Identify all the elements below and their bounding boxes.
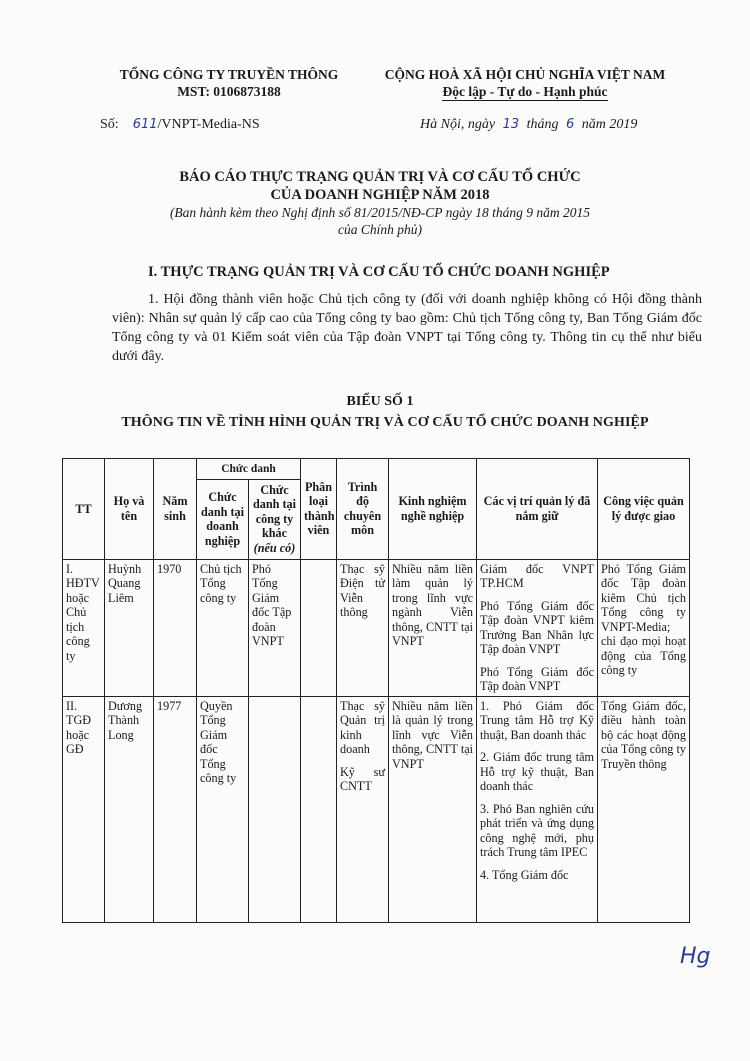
header-position-group-text: Chức danh (221, 463, 276, 475)
cell-pos-other (249, 696, 301, 922)
national-motto: Độc lập - Tự do - Hạnh phúc (442, 84, 608, 99)
cell-pos-company: Quyền Tổng Giám đốc Tổng công ty (197, 696, 249, 922)
section-paragraph (112, 290, 702, 366)
header-birth: Năm sinh (154, 459, 197, 560)
past-position-item: 3. Phó Ban nghiên cứu phát triển và ứng dụng công nghệ mới, phụ trách Trung tâm IPEC (480, 801, 594, 859)
table-row (63, 696, 690, 922)
header-name: Họ và tên (105, 459, 154, 560)
report-title-line1: BÁO CÁO THỰC TRẠNG QUẢN TRỊ VÀ CƠ CẤU TỔ CHỨC (179, 169, 581, 185)
document-number-label: Số: (100, 117, 119, 132)
header-classification: Phân loại thành viên (301, 459, 337, 560)
table-header-row (63, 459, 690, 480)
cell-experience: Nhiều năm liền là quản lý trong lĩnh vực Viễn thông, CNTT tại VNPT (389, 696, 477, 922)
company-name: TỔNG CÔNG TY TRUYỀN THÔNG (119, 67, 339, 82)
header-pos-other (249, 479, 301, 559)
cell-name: Dương Thành Long (105, 696, 154, 922)
cell-qualification (337, 559, 389, 696)
section-heading: I. THỰC TRẠNG QUẢN TRỊ VÀ CƠ CẤU TỔ CHỨC DOANH NGHIỆP (148, 264, 610, 280)
cell-assigned-work: Phó Tổng Giám đốc Tập đoàn kiêm Chủ tịch Tổng công ty VNPT-Media; chỉ đạo mọi hoạt động của Tổng công ty (598, 559, 690, 696)
report-subtitle-line1: (Ban hành kèm theo Nghị định số 81/2015/NĐ-CP ngày 18 tháng 9 năm 2015 (169, 205, 591, 220)
header-pos-company: Chức danh tại doanh nghiệp (197, 479, 249, 559)
past-position-item: 1. Phó Giám đốc Trung tâm Hỗ trợ Kỹ thuật, Ban doanh thác (480, 698, 594, 742)
place-date (420, 117, 637, 133)
qualification-item: Kỹ sư CNTT (340, 764, 385, 793)
cell-assigned-work: Tổng Giám đốc, điều hành toàn bộ các hoạt động của Tổng công ty Truyền thông (598, 696, 690, 922)
date-month-label: tháng (526, 117, 559, 132)
header-pos-other-text: Chức danh tại công ty khác (252, 482, 296, 541)
header-experience: Kinh nghiệm nghề nghiệp (389, 459, 477, 560)
cell-tt: II. TGĐ hoặc GĐ (63, 696, 105, 922)
table-title: THÔNG TIN VỀ TÌNH HÌNH QUẢN TRỊ VÀ CƠ CẤU TỔ CHỨC DOANH NGHIỆP (121, 415, 649, 430)
table-row (63, 559, 690, 696)
cell-classification (301, 696, 337, 922)
date-year: năm 2019 (581, 117, 638, 132)
place-date-prefix: Hà Nội, ngày (420, 117, 496, 132)
qualification-item: Thạc sỹ Quản trị kinh doanh (340, 698, 385, 756)
cell-pos-other: Phó Tổng Giám đốc Tập đoàn VNPT (249, 559, 301, 696)
cell-past-positions (477, 559, 598, 696)
cell-birth: 1970 (154, 559, 197, 696)
section-paragraph-text: 1. Hội đồng thành viên hoặc Chủ tịch công ty (đối với doanh nghiệp không có Hội đồng thành viên): Nhân sự quản lý cấp cao của Tổng công ty bao gồm: Chủ tịch Tổng công ty, Ban Tổng Giám đốc Tổng công ty và 01 Kiểm soát viên của Tập đoàn VNPT tại Tổng công ty. Thông tin cụ thể như biểu dưới đây. (112, 292, 702, 364)
report-title-line2: CỦA DOANH NGHIỆP NĂM 2018 (270, 187, 490, 203)
report-subtitle-line2: của Chính phủ) (338, 222, 422, 237)
document-number-suffix: /VNPT-Media-NS (157, 117, 260, 132)
report-subtitle (130, 204, 630, 238)
handwritten-initials: Hg (680, 944, 711, 969)
company-header (100, 66, 358, 100)
document-number-handwritten: 611 (132, 117, 158, 132)
cell-experience: Nhiều năm liền làm quản lý trong lĩnh vực ngành Viễn thông, CNTT tại VNPT (389, 559, 477, 696)
cell-past-positions (477, 696, 598, 922)
cell-name: Huỳnh Quang Liêm (105, 559, 154, 696)
governance-table (62, 458, 690, 923)
header-assigned-work: Công việc quản lý được giao (598, 459, 690, 560)
cell-classification (301, 559, 337, 696)
past-position-item: Phó Tổng Giám đốc Tập đoàn VNPT kiêm Trưởng Ban Nhân lực Tập đoàn VNPT (480, 598, 594, 656)
past-position-item: 2. Giám đốc trung tâm Hỗ trợ kỹ thuật, Ban doanh thác (480, 750, 594, 793)
tax-code: MST: 0106873188 (177, 84, 281, 99)
header-tt: TT (63, 459, 105, 560)
document-number (100, 117, 260, 133)
country-name: CỘNG HOÀ XÃ HỘI CHỦ NGHĨA VIỆT NAM (384, 67, 666, 82)
cell-qualification (337, 696, 389, 922)
cell-tt: I. HĐTV hoặc Chủ tịch công ty (63, 559, 105, 696)
cell-pos-company: Chủ tịch Tổng công ty (197, 559, 249, 696)
date-month: 6 (566, 117, 575, 132)
national-header (365, 66, 685, 101)
header-pos-other-note: (nếu có) (253, 540, 296, 555)
past-position-item: 4. Tổng Giám đốc (480, 867, 569, 882)
table-label: BIỂU SỐ 1 (346, 394, 414, 409)
qualification-item: Thạc sỹ Điện tử Viễn thông (340, 561, 385, 619)
report-title (140, 168, 620, 204)
header-qualification: Trình độ chuyên môn (337, 459, 389, 560)
header-past-positions: Các vị trí quản lý đã nắm giữ (477, 459, 598, 560)
past-position-item: Phó Tổng Giám đốc Tập đoàn VNPT (480, 664, 594, 693)
cell-birth: 1977 (154, 696, 197, 922)
past-position-item: Giám đốc VNPT TP.HCM (480, 561, 594, 590)
date-day: 13 (502, 117, 520, 132)
header-position-group (197, 459, 301, 480)
